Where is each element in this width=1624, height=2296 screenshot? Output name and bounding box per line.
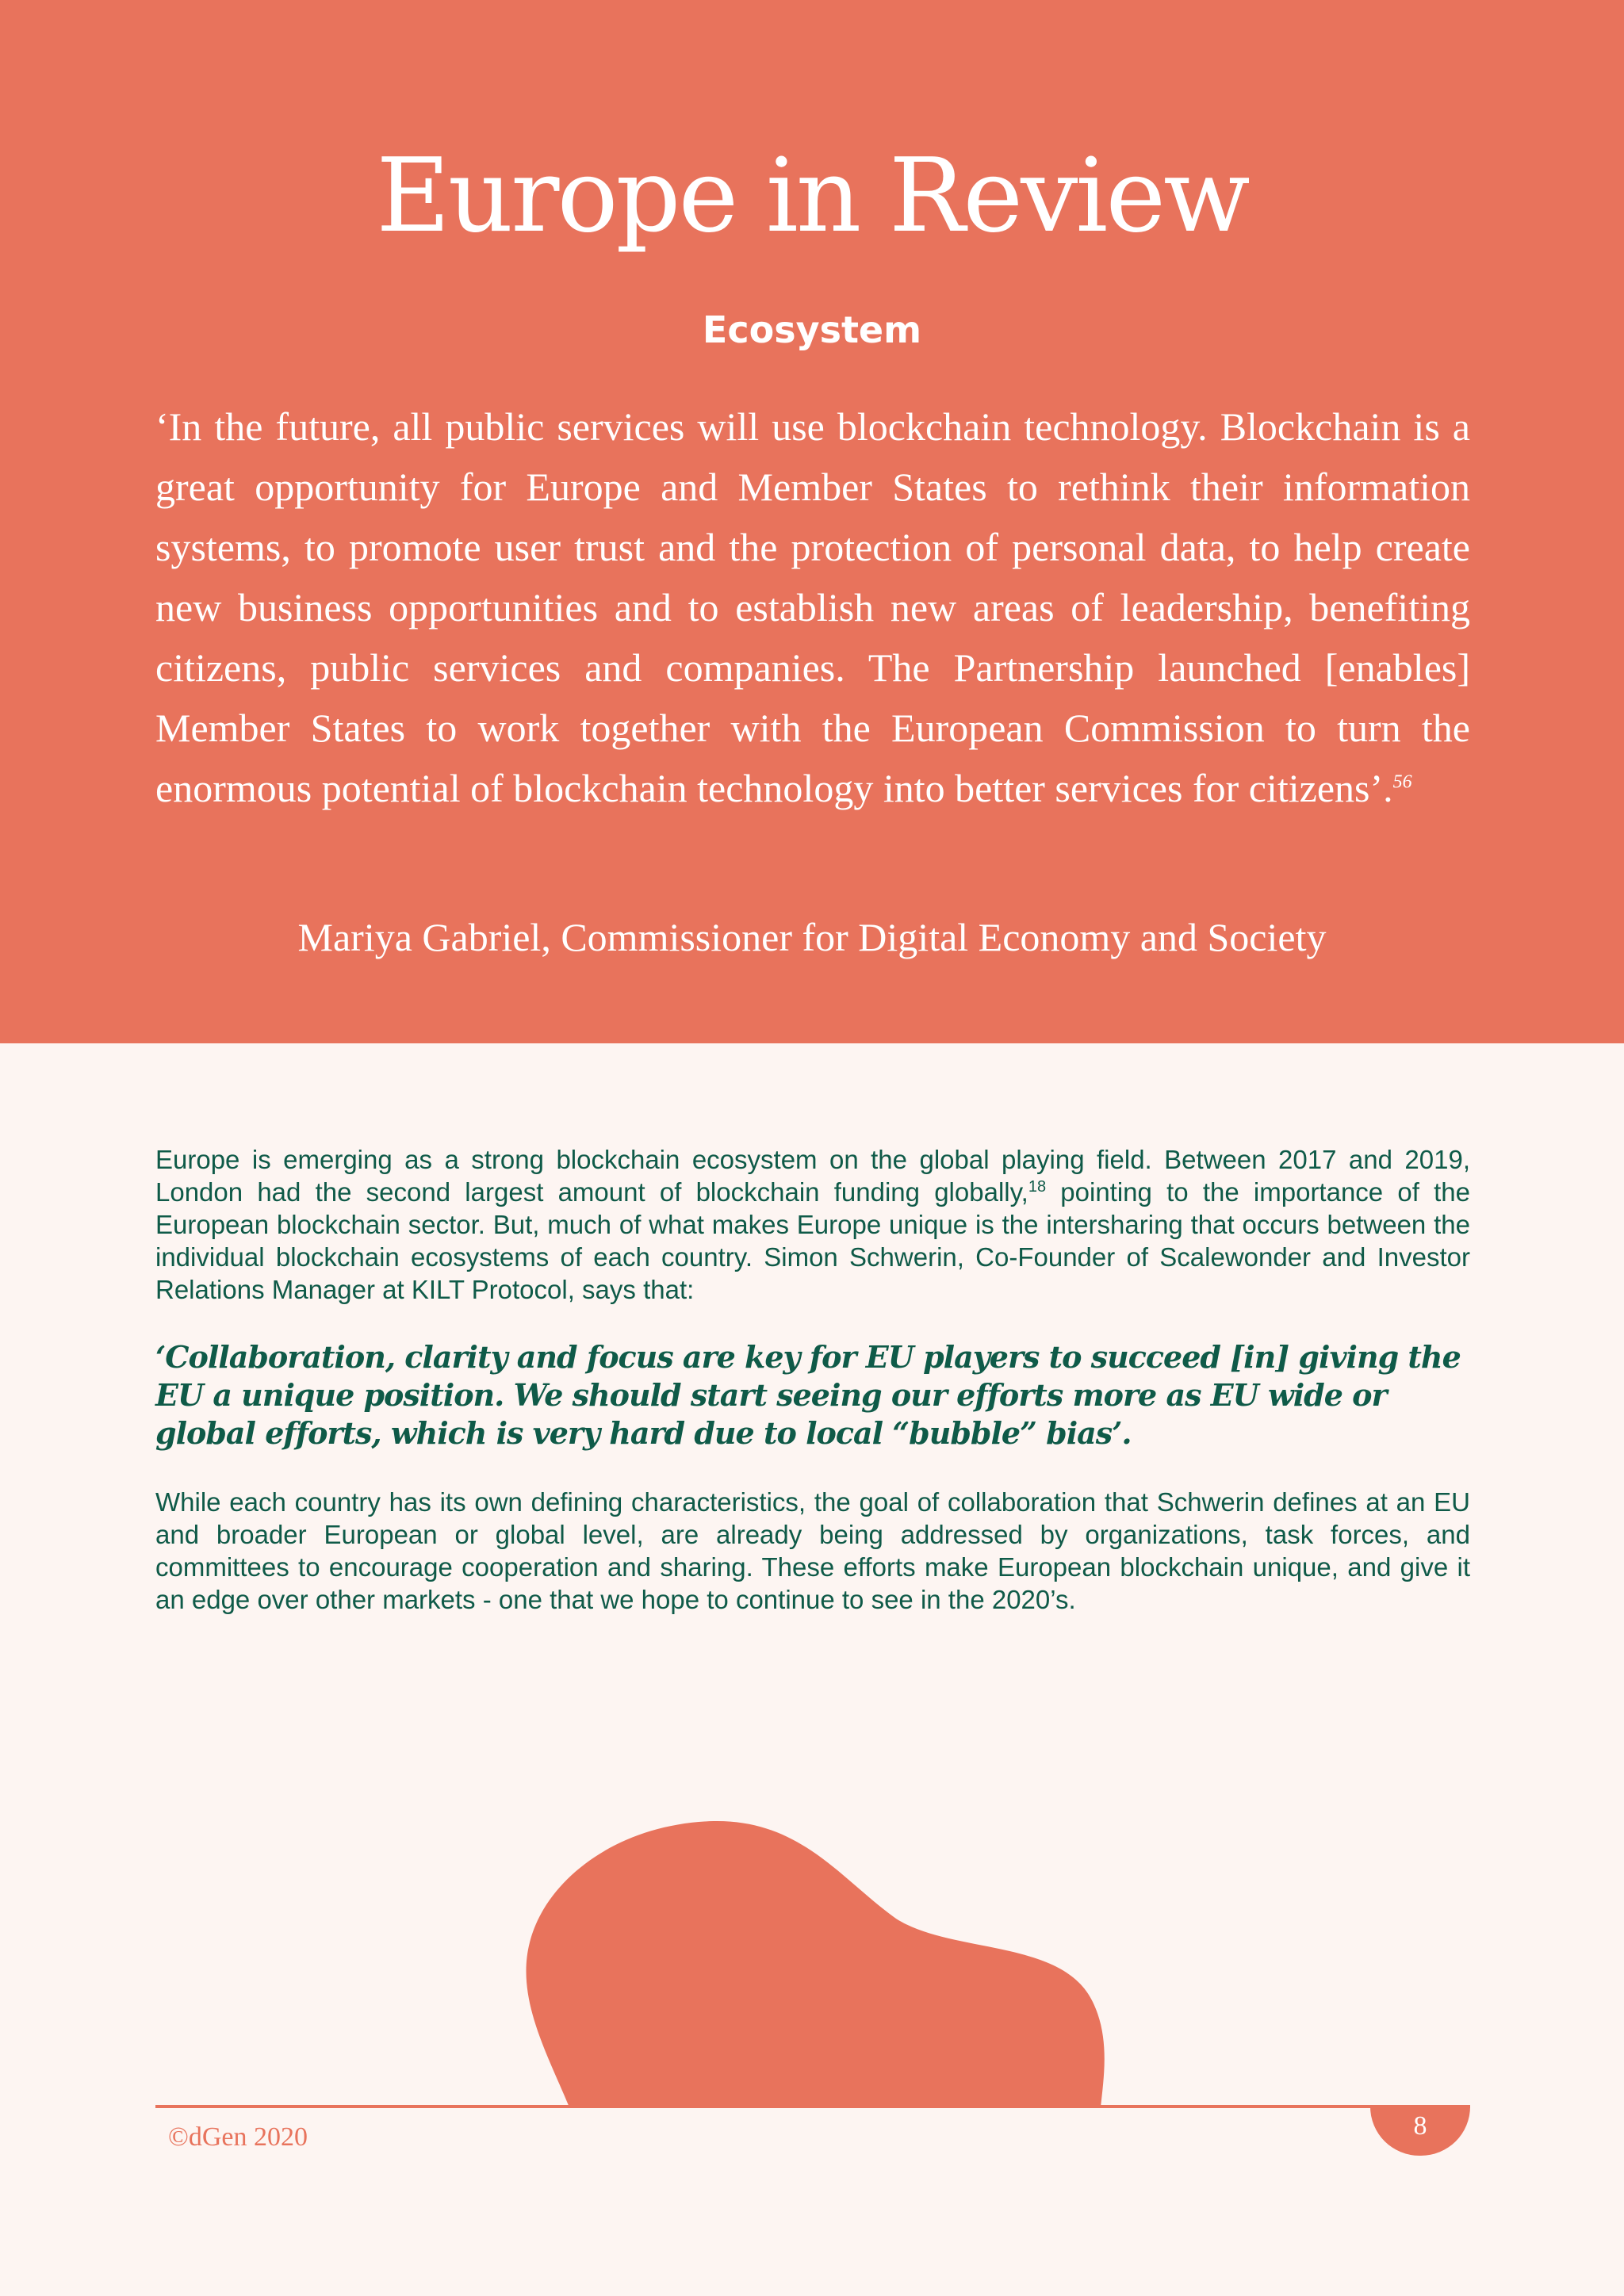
page-number: 8 — [1413, 2111, 1427, 2141]
page-title: Europe in Review — [376, 137, 1248, 255]
copyright-text: ©dGen 2020 — [168, 2122, 308, 2152]
footer-divider — [155, 2105, 1470, 2108]
quote-footnote-ref[interactable]: 56 — [1392, 771, 1412, 793]
featured-quote-text: ‘In the future, all public services will use blockchain technology. Blockchain is a great opportunity for Europe and Member States to rethink their information systems, to promote user trust and the protection of personal data, to help create new business opportunities and to establish new areas of leadership, benefiting citizens, public services and companies. The Partnership launched [enables] Member States to work together with the European Commission to turn the enormous potential of blockchain technology into better services for citizens’. — [155, 404, 1470, 810]
funding-footnote-ref[interactable]: 18 — [1028, 1178, 1047, 1196]
section-subtitle: Ecosystem — [702, 308, 922, 351]
quote-attribution: Mariya Gabriel, Commissioner for Digital Economy and Society — [297, 915, 1327, 959]
intro-paragraph-part2: pointing to the importance of the European blockchain sector. But, much of what makes Europe unique is the intersharing that occurs between the individual blockchain ecosystems of each country. Simon Schwerin, Co-Founder of Scalewonder and Investor Relations Manager at KILT Protocol, says that: — [155, 1177, 1470, 1304]
intro-paragraph-part1: Europe is emerging as a strong blockchain ecosystem on the global playing field. Between 2017 and 2019, London had the second largest amount of blockchain funding globally, — [155, 1145, 1470, 1207]
closing-paragraph: While each country has its own defining characteristics, the goal of collaboration that Schwerin defines at an EU and broader European or global level, are already being addressed by organizations, task forces, and committees to encourage cooperation and sharing. These efforts make European blockchain unique, and give it an edge over other markets - one that we hope to continue to see in the 2020’s. — [155, 1487, 1470, 1614]
pull-quote: ‘Collaboration, clarity and focus are key for EU players to succeed [in] giving the EU a unique position. We should start seeing our efforts more as EU wide or global efforts, which is very hard due to local “bubble” bias’. — [155, 1339, 1461, 1451]
